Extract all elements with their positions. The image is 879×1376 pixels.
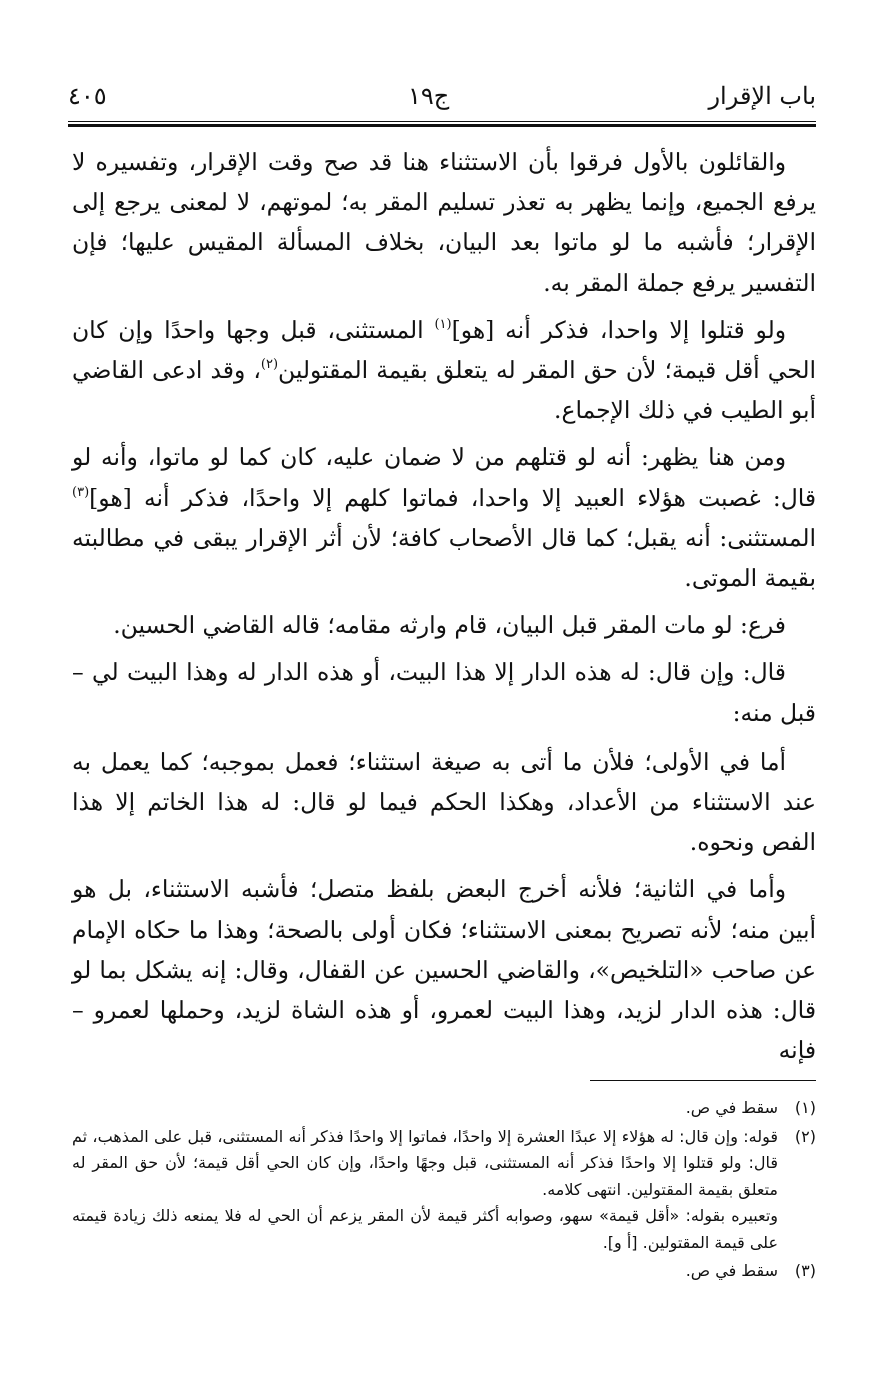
volume-number: ج١٩ — [408, 82, 450, 110]
paragraph-3-part-a: ومن هنا يظهر: أنه لو قتلهم من لا ضمان عليه، كان كما لو ماتوا، وأنه لو قال: غصبت هؤلاء العبيد إلا واحدا، فماتوا كلهم إلا واحدًا، فذكر أنه [هو] — [72, 443, 816, 512]
footnote-body — [72, 1258, 778, 1285]
section-title: باب الإقرار — [708, 82, 816, 110]
footnote-ref-1[interactable]: (١) — [434, 316, 452, 332]
footnote-3 — [72, 1258, 816, 1285]
footnote-line: وتعبيره بقوله: «أقل قيمة» سهو، وصوابه أكثر قيمة لأن المقر يزعم أن الحي له فلا يمنعه ذلك زيادة قيمته على قيمة المقتولين. [أ و]. — [72, 1206, 778, 1252]
paragraph-6: أما في الأولى؛ فلأن ما أتى به صيغة استثناء؛ فعمل بموجبه؛ كما يعمل به عند الاستثناء من الأعداد، وهكذا الحكم فيما لو قال: له هذا الخاتم إلا هذا الفص ونحوه. — [72, 747, 816, 857]
page-number: ٤٠٥ — [68, 82, 107, 110]
footnote-2 — [72, 1124, 816, 1257]
paragraph-3-part-b: المستثنى: أنه يقبل؛ كما قال الأصحاب كافة؛ لأن أثر الإقرار يبقى في مطالبته بقيمة الموتى. — [72, 523, 816, 593]
footnote-line: سقط في ص. — [685, 1261, 778, 1280]
footnote-line: سقط في ص. — [685, 1098, 778, 1117]
header-rule-thick — [68, 124, 816, 127]
paragraph-3 — [72, 437, 816, 598]
paragraph-2-part-c: ، وقد ادعى القاضي أبو الطيب في ذلك الإجماع. — [72, 356, 816, 425]
footnote-ref-3[interactable]: (٣) — [72, 484, 90, 500]
paragraph-2-part-a: ولو قتلوا إلا واحدا، فذكر أنه [هو] — [451, 315, 786, 344]
main-text — [72, 142, 816, 1077]
paragraph-5-matn: قال: وإن قال: له هذه الدار إلا هذا البيت، أو هذه الدار له وهذا البيت لي – قبل منه: — [72, 658, 816, 727]
footnote-ref-2[interactable]: (٢) — [260, 357, 279, 373]
footnote-number: (٣) — [794, 1261, 816, 1280]
footnote-number: (٢) — [794, 1126, 816, 1146]
footnote-number: (١) — [794, 1098, 816, 1117]
footnote-1 — [72, 1095, 816, 1122]
footnotes — [72, 1095, 816, 1287]
running-header — [68, 78, 816, 118]
footnote-separator — [590, 1080, 816, 1081]
paragraph-7: وأما في الثانية؛ فلأنه أخرج البعض بلفظ متصل؛ فأشبه الاستثناء، بل هو أبين منه؛ لأنه تصريح بمعنى الاستثناء؛ فكان أولى بالصحة؛ وهذا ما حكاه الإمام عن صاحب «التلخيص»، والقاضي الحسين عن القفال، وقال: إنه يشكل بما لو قال: هذه الدار لزيد، وهذا البيت لعمرو، أو هذه الشاة لزيد، وحملها لعمرو – فإنه — [72, 875, 816, 1065]
footnote-line: قوله: وإن قال: له هؤلاء إلا عبدًا العشرة إلا واحدًا، فماتوا إلا واحدًا فذكر أنه المستثنى، قبل على المذهب، ثم قال: ولو قتلوا إلا واحدًا فذكر أنه المستثنى، قبل وجهًا واحدًا، وإن كان الحي أقل قيمة؛ لأن حق المقر له متعلق بقيمة المقتولين. انتهى كلامه. — [72, 1126, 778, 1199]
paragraph-2 — [72, 310, 816, 431]
footnote-body — [72, 1124, 778, 1257]
paragraph-1: والقائلون بالأول فرقوا بأن الاستثناء هنا قد صح وقت الإقرار، وتفسيره لا يرفع الجميع، وإنما يظهر به تعذر تسليم المقر به؛ لموتهم، لا لمعنى يرجع إلى الإقرار؛ فأشبه ما لو ماتوا بعد البيان، بخلاف المسألة المقيس عليها؛ فإن التفسير يرفع جملة المقر به. — [72, 148, 816, 297]
header-rule-thin — [68, 121, 816, 122]
paragraph-2-part-b: المستثنى، قبل وجها واحدًا وإن كان الحي أقل قيمة؛ لأن حق المقر له يتعلق بقيمة المقتولين — [72, 315, 816, 385]
footnote-body — [72, 1095, 778, 1122]
paragraph-4: فرع: لو مات المقر قبل البيان، قام وارثه مقامه؛ قاله القاضي الحسين. — [113, 611, 786, 640]
